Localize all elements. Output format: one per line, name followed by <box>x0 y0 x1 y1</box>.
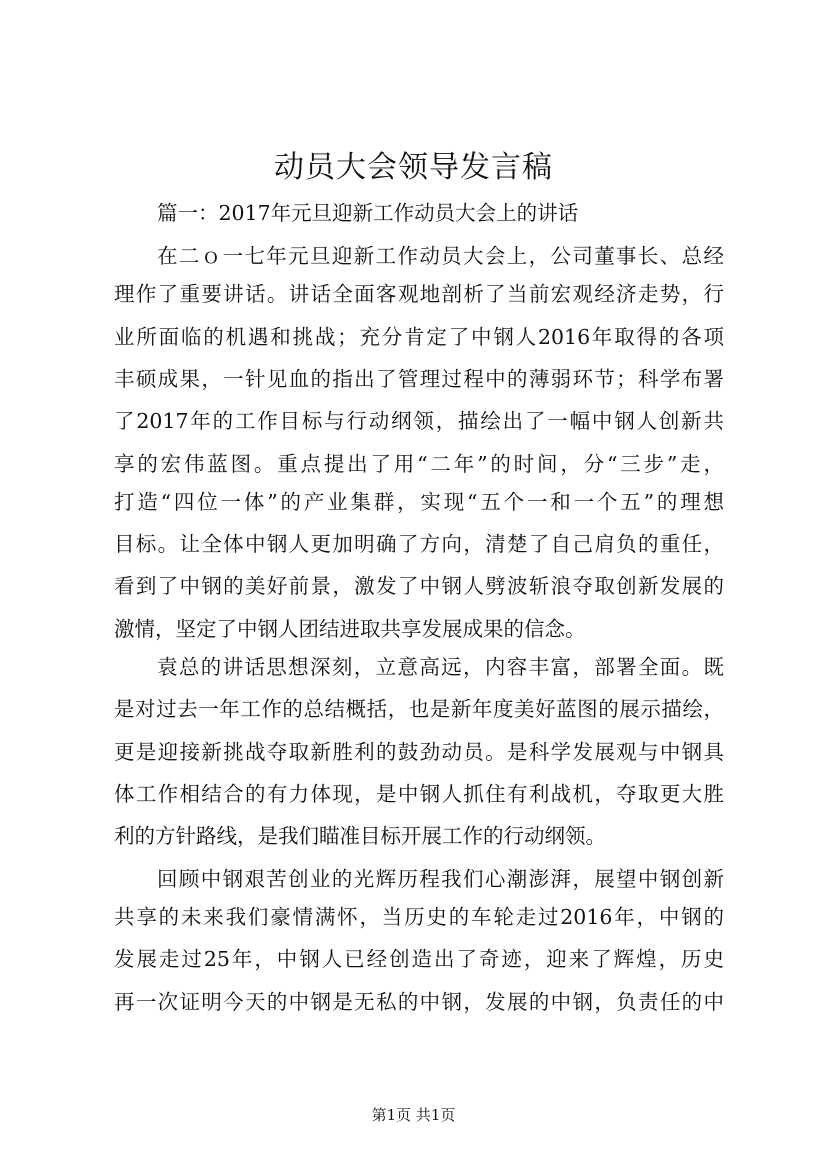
paragraph-line: 体工作相结合的有力体现，是中钢人抓住有利战机，夺取更大胜 <box>114 782 724 806</box>
paragraph-line: 袁总的讲话思想深刻，立意高远，内容丰富，部署全面。既 <box>157 655 724 679</box>
paragraph-line: 更是迎接新挑战夺取新胜利的鼓劲动员。是科学发展观与中钢具 <box>114 740 724 764</box>
section-heading: 篇一：2017年元旦迎新工作动员大会上的讲话 <box>157 201 579 225</box>
paragraph-line: 目标。让全体中钢人更加明确了方向，清楚了自己肩负的重任， <box>114 532 724 556</box>
paragraph-line: 丰硕成果，一针见血的指出了管理过程中的薄弱环节；科学布署 <box>114 367 724 391</box>
paragraph-line: 回顾中钢艰苦创业的光辉历程我们心潮澎湃，展望中钢创新 <box>157 867 724 891</box>
paragraph-line: 理作了重要讲话。讲话全面客观地剖析了当前宏观经济走势，行 <box>114 282 724 306</box>
paragraph-line: 激情，坚定了中钢人团结进取共享发展成果的信念。 <box>114 617 586 641</box>
paragraph-line: 再一次证明今天的中钢是无私的中钢，发展的中钢，负责任的中 <box>114 990 724 1014</box>
page-footer: 第1页 共1页 <box>371 1106 456 1124</box>
paragraph-line: 在二ｏ一七年元旦迎新工作动员大会上，公司董事长、总经 <box>157 244 724 268</box>
paragraph-line: 共享的未来我们豪情满怀，当历史的车轮走过2016年，中钢的 <box>114 905 724 929</box>
document-title: 动员大会领导发言稿 <box>274 150 553 185</box>
paragraph-line: 了2017年的工作目标与行动纲领，描绘出了一幅中钢人创新共 <box>114 409 724 433</box>
paragraph-line: 发展走过25年，中钢人已经创造出了奇迹，迎来了辉煌，历史 <box>114 947 724 971</box>
paragraph-line: 打造“四位一体”的产业集群，实现“五个一和一个五”的理想 <box>114 490 724 514</box>
paragraph-line: 看到了中钢的美好前景，激发了中钢人劈波斩浪夺取创新发展的 <box>114 574 724 598</box>
paragraph-line: 是对过去一年工作的总结概括，也是新年度美好蓝图的展示描绘， <box>114 697 724 721</box>
paragraph-line: 利的方针路线，是我们瞄准目标开展工作的行动纲领。 <box>114 824 606 848</box>
paragraph-line: 享的宏伟蓝图。重点提出了用“二年”的时间，分“三步”走， <box>114 452 724 476</box>
paragraph-line: 业所面临的机遇和挑战；充分肯定了中钢人2016年取得的各项 <box>114 325 724 349</box>
